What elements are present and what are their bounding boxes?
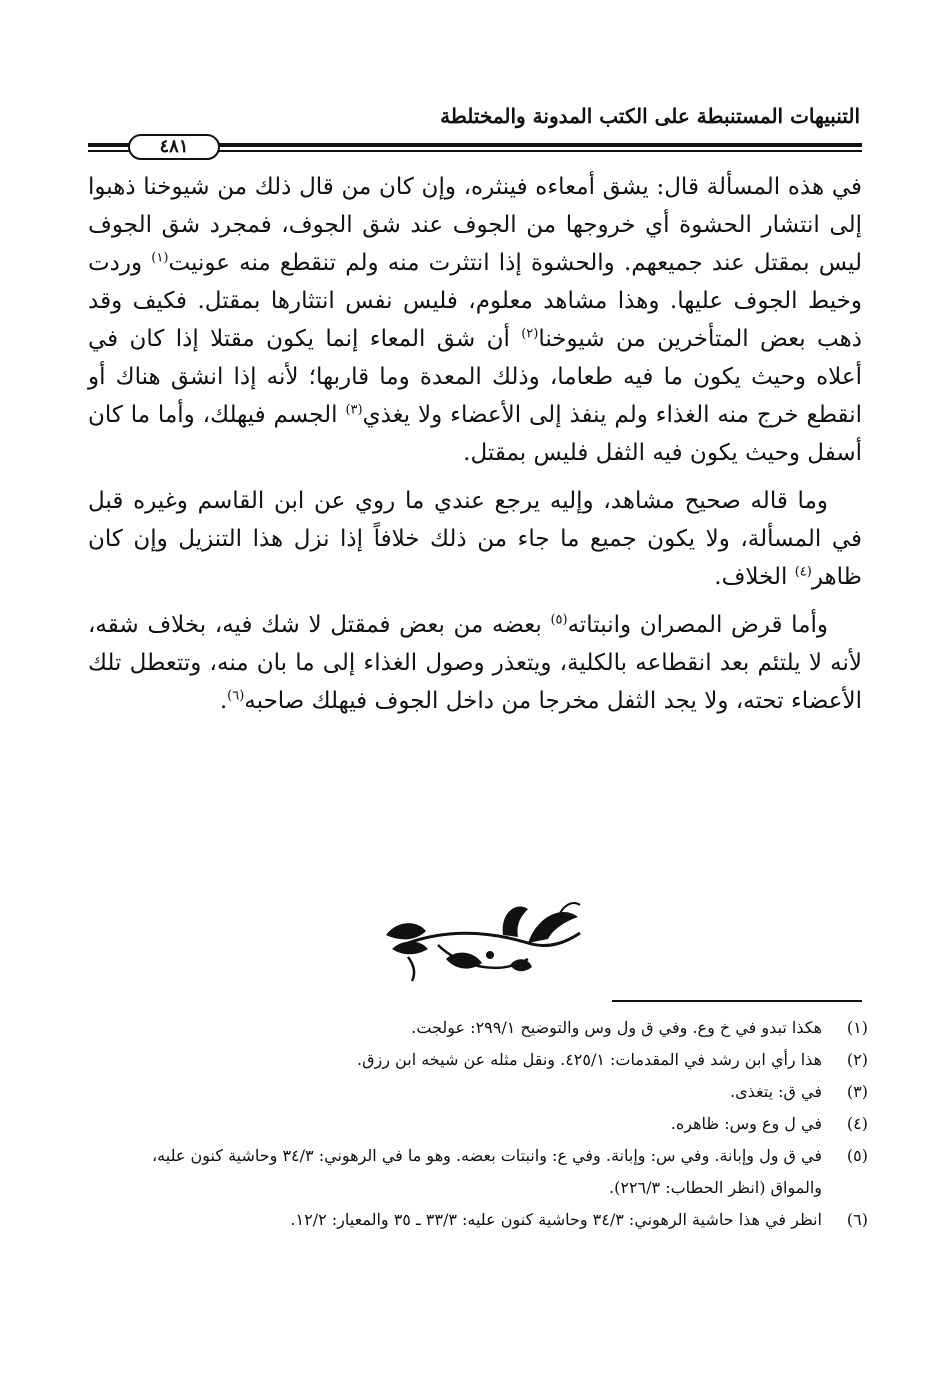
footnote <box>100 1204 868 1236</box>
page-number: ٤٨١ <box>128 134 220 160</box>
footnote <box>100 1140 868 1204</box>
footnote <box>100 1044 868 1076</box>
footnote-number: (٥) <box>846 1146 868 1165</box>
footnotes <box>100 1012 868 1236</box>
footnote-text: انظر في هذا حاشية الرهوني: ٣٤/٣ وحاشية كنون عليه: ٣٣/٣ ـ ٣٥ والمعيار: ١٢/٢. <box>290 1210 822 1229</box>
paragraph-text: الخلاف. <box>714 564 795 590</box>
footnote-reference[interactable]: (٣) <box>345 402 363 418</box>
footnote-reference[interactable]: (٢) <box>521 326 539 342</box>
footnote-number: (٦) <box>846 1210 868 1229</box>
paragraph-text: . <box>219 688 228 714</box>
footnote-number: (٣) <box>846 1082 868 1101</box>
paragraph-text: أن شق المعاء إنما يكون مقتلا إذا كان في أعلاه وحيث يكون ما فيه طعاما، وذلك المعدة وما قاربها؛ لأنه إذا انشق هناك أو انقطع خرج منه الغذاء ولم ينفذ إلى الأعضاء ولا يغذي <box>88 326 862 428</box>
footnote-reference[interactable]: (٦) <box>227 688 245 704</box>
footnote-text: هذا رأي ابن رشد في المقدمات: ٤٢٥/١. ونقل مثله عن شيخه ابن رزق. <box>357 1050 822 1069</box>
header-rule <box>88 134 862 158</box>
paragraph <box>88 482 862 596</box>
footnote <box>100 1012 868 1044</box>
footnote-text: هكذا تبدو في خ وع. وفي ق ول وس والتوضيح ٢٩٩/١: عولجت. <box>411 1018 822 1037</box>
paragraph-text: وما قاله صحيح مشاهد، وإليه يرجع عندي ما روي عن ابن القاسم وغيره قبل في المسألة، ولا يكون جميع ما جاء من ذلك خلافاً إذا نزل هذا التنزيل وإن كان ظاهر <box>88 488 862 590</box>
paragraph-text: الجسم فيهلك، وأما ما كان أسفل وحيث يكون فيه الثفل فليس بمقتل. <box>88 402 862 466</box>
paragraph-text: وأما قرض المصران وانبتاته <box>567 612 829 638</box>
footnote-text: في ق: يتغذى. <box>730 1082 822 1101</box>
footnote-reference[interactable]: (٥) <box>550 612 568 628</box>
footnote-text: في ل وع وس: ظاهره. <box>670 1114 822 1133</box>
running-title: التنبيهات المستنبطة على الكتب المدونة والمختلطة <box>440 104 860 128</box>
footnote-number: (٢) <box>846 1050 868 1069</box>
footnote-number: (١) <box>846 1018 868 1037</box>
footnote <box>100 1076 868 1108</box>
paragraph <box>88 606 862 720</box>
footnote-separator <box>612 1000 862 1002</box>
floral-divider-icon <box>378 895 588 985</box>
paragraph <box>88 168 862 472</box>
main-text <box>88 168 862 720</box>
paragraph-text: بعضه من بعض فمقتل لا شك فيه، بخلاف شقه، لأنه لا يلتئم بعد انقطاعه بالكلية، ويتعذر وصول الغذاء إلى ما بان منه، وتتعطل تلك الأعضاء تحته، ولا يجد الثفل مخرجا من داخل الجوف فيهلك صاحبه <box>88 612 862 714</box>
footnote-reference[interactable]: (٤) <box>794 564 812 580</box>
footnote-text: في ق ول وإبانة. وفي س: وإبانة. وفي ع: وانبتات بعضه. وهو ما في الرهوني: ٣٤/٣ وحاشية كنون عليه، والمواق (انظر الحطاب: ٢٢٦/٣). <box>152 1146 822 1197</box>
footnote-reference[interactable]: (١) <box>151 250 169 266</box>
paragraph-text: وردت وخيط الجوف عليها. وهذا مشاهد معلوم، فليس نفس انتثارها بمقتل. فكيف وقد ذهب بعض المتأخرين من شيوخنا <box>88 250 862 352</box>
paragraph-text: في هذه المسألة قال: يشق أمعاءه فينثره، وإن كان من قال ذلك من شيوخنا ذهبوا إلى انتشار الحشوة أي خروجها من الجوف عند شق الجوف، فمجرد شق الجوف ليس بمقتل عند جميعهم. والحشوة إذا انتثرت منه ولم تنقطع منه عونيت <box>88 174 863 276</box>
footnote-number: (٤) <box>846 1114 868 1133</box>
footnote <box>100 1108 868 1140</box>
